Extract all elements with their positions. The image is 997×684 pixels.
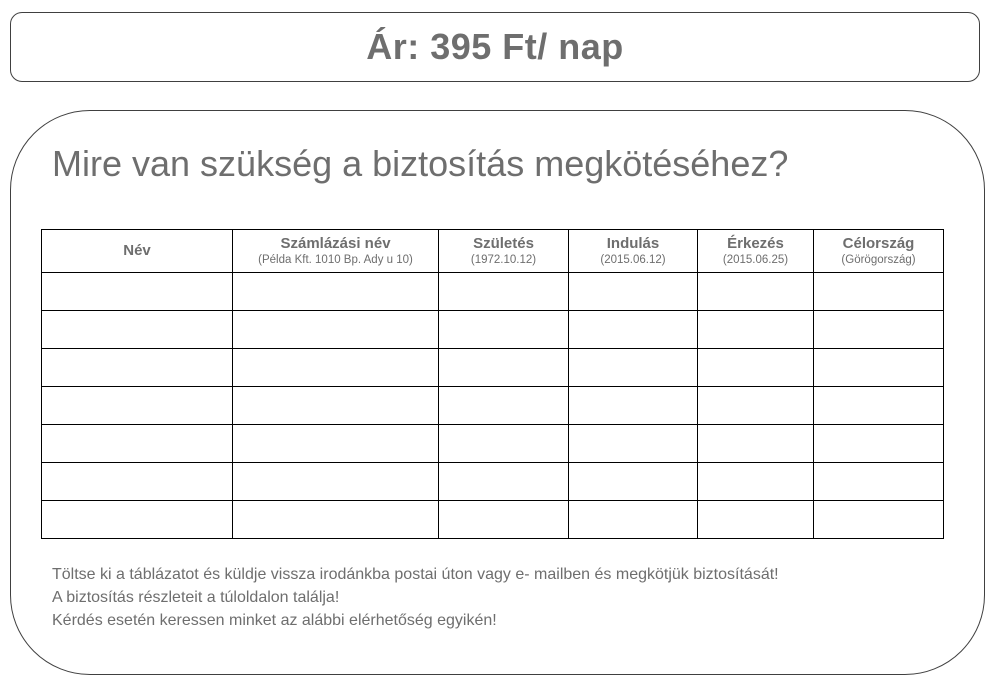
table-cell-billing-name[interactable] <box>233 463 439 501</box>
table-cell-name[interactable] <box>42 311 233 349</box>
table-cell-arrival[interactable] <box>698 349 814 387</box>
column-title: Érkezés <box>727 235 784 252</box>
column-hint: (1972.10.12) <box>470 254 537 266</box>
table-cell-birth[interactable] <box>439 425 569 463</box>
page-title: Mire van szükség a biztosítás megkötéséhez? <box>52 143 789 184</box>
table-cell-billing-name[interactable] <box>233 425 439 463</box>
table-cell-departure[interactable] <box>569 273 698 311</box>
column-title: Számlázási név <box>280 235 391 252</box>
table-cell-arrival[interactable] <box>698 387 814 425</box>
table-row <box>42 501 944 539</box>
table-row <box>42 349 944 387</box>
column-header-billing-name <box>233 230 439 273</box>
table-cell-destination[interactable] <box>814 463 944 501</box>
table-cell-name[interactable] <box>42 349 233 387</box>
table-cell-departure[interactable] <box>569 463 698 501</box>
table-row <box>42 425 944 463</box>
instruction-line: Kérdés esetén keressen minket az alábbi elérhetőség egyikén! <box>52 612 497 629</box>
table-cell-billing-name[interactable] <box>233 311 439 349</box>
column-hint: (Görögország) <box>841 254 916 266</box>
table-cell-destination[interactable] <box>814 501 944 539</box>
table-cell-name[interactable] <box>42 387 233 425</box>
column-header-destination <box>814 230 944 273</box>
table-cell-birth[interactable] <box>439 501 569 539</box>
table-cell-departure[interactable] <box>569 311 698 349</box>
table-cell-destination[interactable] <box>814 387 944 425</box>
table-cell-destination[interactable] <box>814 273 944 311</box>
table-cell-birth[interactable] <box>439 387 569 425</box>
table-cell-birth[interactable] <box>439 349 569 387</box>
column-title: Név <box>123 242 151 259</box>
table-row <box>42 387 944 425</box>
price-banner <box>10 12 980 82</box>
table-cell-departure[interactable] <box>569 349 698 387</box>
column-header-arrival <box>698 230 814 273</box>
table-row <box>42 311 944 349</box>
column-header-name <box>42 230 233 273</box>
table-cell-departure[interactable] <box>569 387 698 425</box>
column-hint: (2015.06.12) <box>600 254 666 266</box>
column-title: Célország <box>842 235 915 252</box>
table-cell-arrival[interactable] <box>698 311 814 349</box>
table-cell-billing-name[interactable] <box>233 387 439 425</box>
table-cell-billing-name[interactable] <box>233 501 439 539</box>
table-cell-destination[interactable] <box>814 425 944 463</box>
price-label: Ár: 395 Ft/ nap <box>366 26 624 67</box>
column-title: Indulás <box>606 235 660 252</box>
table-cell-arrival[interactable] <box>698 463 814 501</box>
table-row <box>42 273 944 311</box>
instruction-line: Töltse ki a táblázatot és küldje vissza irodánkba postai úton vagy e- mailben és megkötjük biztosítását! <box>52 566 779 583</box>
table-cell-arrival[interactable] <box>698 273 814 311</box>
table-cell-birth[interactable] <box>439 463 569 501</box>
instruction-line: A biztosítás részleteit a túloldalon találja! <box>52 589 340 606</box>
table-cell-name[interactable] <box>42 463 233 501</box>
table-cell-name[interactable] <box>42 425 233 463</box>
table-cell-departure[interactable] <box>569 501 698 539</box>
column-header-departure <box>569 230 698 273</box>
table-cell-billing-name[interactable] <box>233 273 439 311</box>
table-cell-arrival[interactable] <box>698 501 814 539</box>
column-title: Születés <box>473 235 534 252</box>
instructions <box>52 563 779 632</box>
table-cell-name[interactable] <box>42 273 233 311</box>
table-cell-arrival[interactable] <box>698 425 814 463</box>
column-hint: (2015.06.25) <box>722 254 789 266</box>
table-cell-birth[interactable] <box>439 311 569 349</box>
table-cell-billing-name[interactable] <box>233 349 439 387</box>
column-header-birth <box>439 230 569 273</box>
table-header-row <box>42 230 944 273</box>
insurance-form-table <box>41 229 944 539</box>
table-row <box>42 463 944 501</box>
table-cell-destination[interactable] <box>814 311 944 349</box>
column-hint: (Példa Kft. 1010 Bp. Ady u 10) <box>258 254 413 266</box>
table-cell-departure[interactable] <box>569 425 698 463</box>
table-cell-destination[interactable] <box>814 349 944 387</box>
table-cell-name[interactable] <box>42 501 233 539</box>
table-cell-birth[interactable] <box>439 273 569 311</box>
